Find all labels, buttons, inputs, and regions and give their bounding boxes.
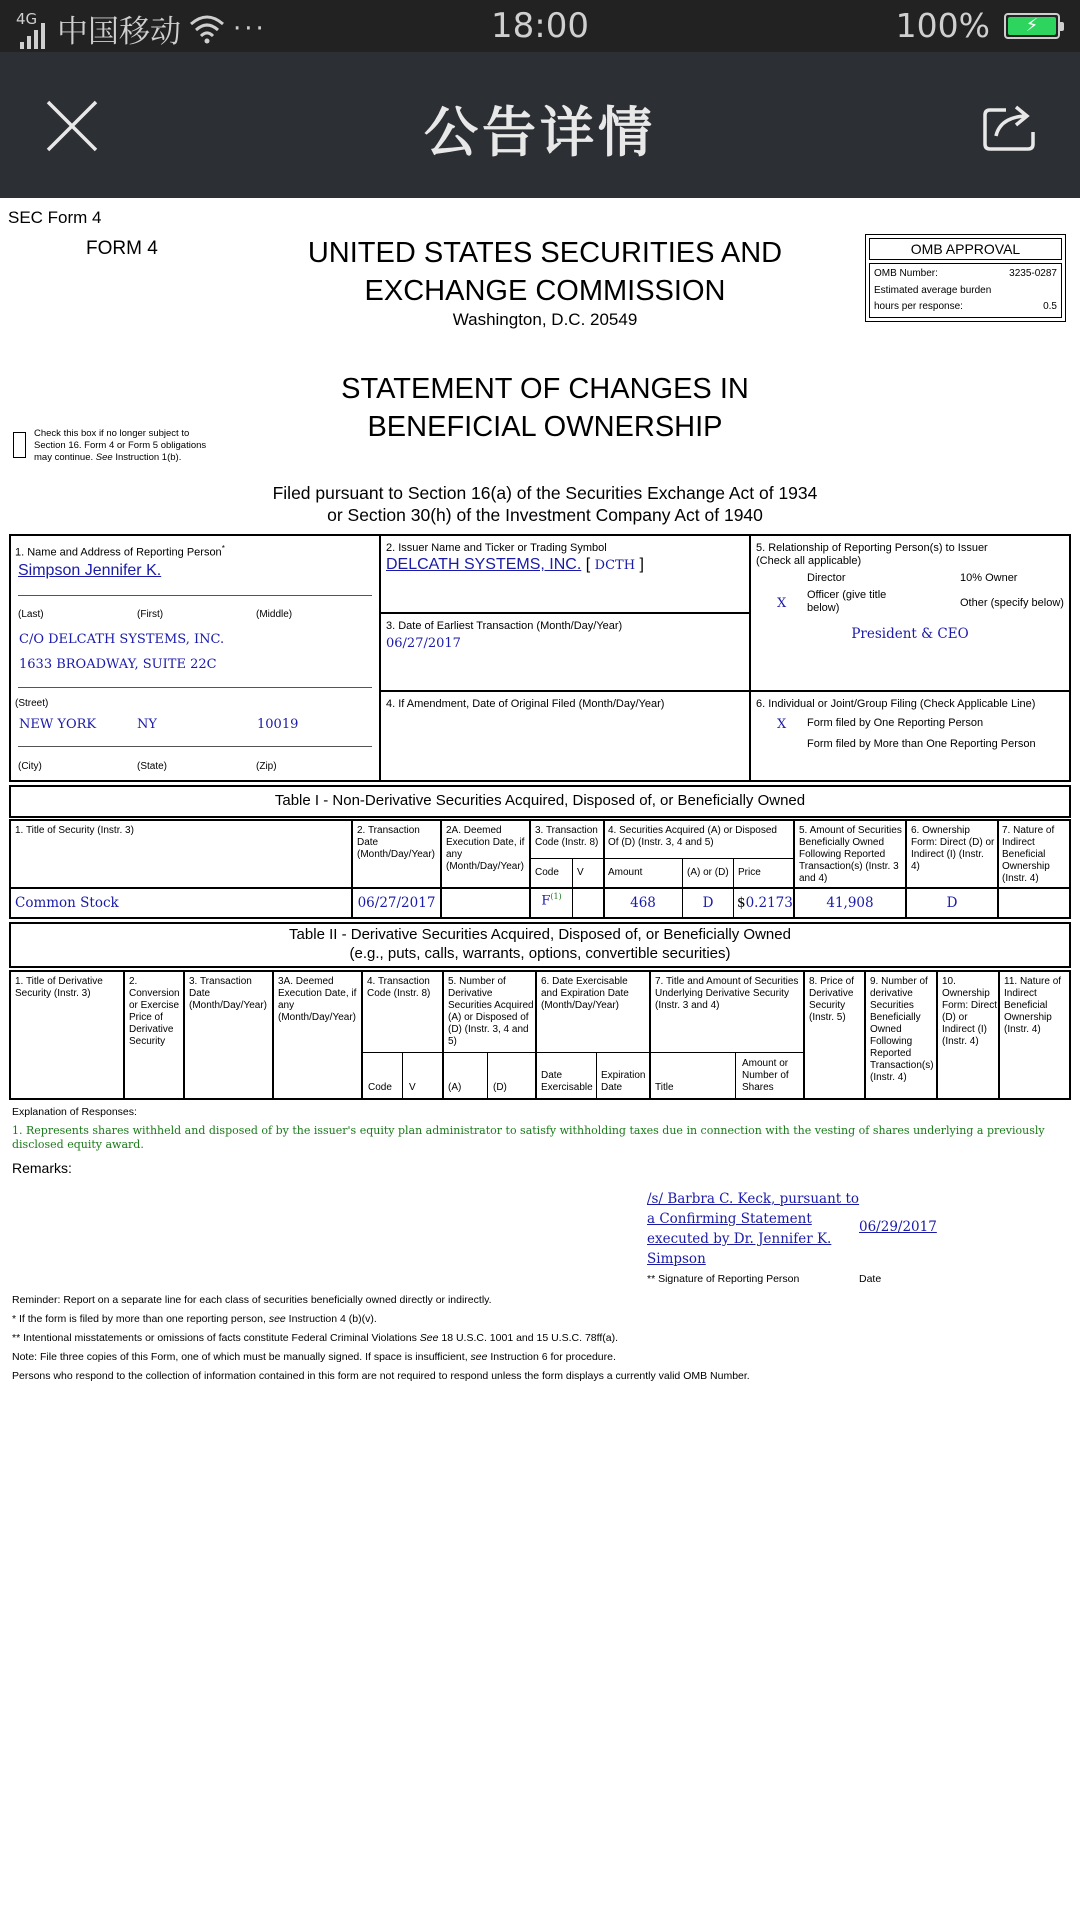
filed-line-1: Filed pursuant to Section 16(a) of the Securities Exchange Act of 1934 — [272, 483, 818, 503]
status-bar — [0, 0, 1080, 52]
signature-label: ** Signature of Reporting Person — [647, 1273, 800, 1285]
earliest-transaction-date: 06/27/2017 — [386, 636, 461, 651]
omb-number: 3235-0287 — [1009, 268, 1057, 279]
divider — [18, 746, 372, 747]
t2-sub-title: Title — [655, 1082, 674, 1093]
page-title: 公告详情 — [424, 101, 656, 164]
ticker-open: [ — [585, 556, 591, 573]
carrier-name: 中国移动 — [57, 14, 181, 50]
omb-burden-label-1: Estimated average burden — [874, 285, 992, 296]
status-left — [16, 6, 267, 51]
t1-h1: 1. Title of Security (Instr. 3) — [15, 825, 134, 836]
t1-code — [529, 892, 574, 908]
box5-label-text: 5. Relationship of Reporting Person(s) to Issuer — [756, 542, 988, 554]
t2-h6: 6. Date Exercisable and Expiration Date (Month/Day/Year) — [541, 976, 629, 1011]
divider — [272, 970, 274, 1100]
agency-title: UNITED STATES SECURITIES AND EXCHANGE COMMISSION — [307, 237, 783, 307]
signature-link[interactable]: /s/ Barbra C. Keck, pursuant to a Confirming Statement executed by Dr. Jennifer K. Simpson — [647, 1191, 860, 1267]
issuer-line — [386, 556, 644, 574]
sec-form-label: SEC Form 4 — [8, 208, 102, 227]
t1-form: D — [946, 895, 958, 911]
issuer-name-link[interactable]: DELCATH SYSTEMS, INC. — [386, 556, 582, 573]
city-value: NEW YORK — [19, 717, 97, 732]
box2-label: 2. Issuer Name and Ticker or Trading Symbol — [386, 542, 607, 554]
t2-sub-de: Date Exercisable — [541, 1070, 593, 1093]
t1-amount: 468 — [630, 895, 656, 911]
divider — [572, 858, 573, 919]
t2-h9: 9. Number of derivative Securities Beneficially Owned Following Reported Transaction(s) (Instr. 4) — [870, 976, 934, 1083]
divider — [361, 1052, 805, 1053]
copies-note-2: Instruction 6 for procedure. — [490, 1351, 616, 1363]
t1-h7: 7. Nature of Indirect Beneficial Ownership (Instr. 4) — [1002, 825, 1055, 884]
officer-label-1: Officer (give title — [807, 589, 887, 601]
misstatement-note-1: ** Intentional misstatements or omissions of facts constitute Federal Criminal Violations — [12, 1332, 417, 1344]
wifi-icon — [189, 14, 225, 44]
battery-fill: ⚡ — [1008, 17, 1056, 35]
explanation-label: Explanation of Responses: — [12, 1106, 137, 1118]
owner10-label: 10% Owner — [960, 572, 1018, 584]
date-label: Date — [859, 1273, 882, 1285]
t1-sub-amount: Amount — [608, 867, 643, 878]
zip-value: 10019 — [257, 717, 299, 732]
divider — [9, 887, 1071, 889]
divider — [649, 970, 651, 1100]
address-line-2: 1633 BROADWAY, SUITE 22C — [19, 657, 217, 672]
zip-label: (Zip) — [256, 761, 277, 772]
box1-label-text: 1. Name and Address of Reporting Person — [15, 546, 222, 559]
director-label: Director — [807, 572, 846, 584]
street-label: (Street) — [15, 698, 49, 709]
table2-title — [9, 925, 1071, 963]
misstatement-note — [12, 1329, 1072, 1348]
t2-h7: 7. Title and Amount of Securities Underlying Derivative Security (Instr. 3 and 4) — [655, 976, 799, 1011]
divider — [18, 595, 372, 596]
t2-h1: 1. Title of Derivative Security (Instr. 3) — [15, 976, 103, 999]
t2-sub-code: Code — [368, 1082, 392, 1093]
t1-code-value: F — [541, 893, 551, 909]
city-label: (City) — [18, 761, 42, 772]
table2-title-1: Table II - Derivative Securities Acquired, Disposed of, or Beneficially Owned — [289, 926, 791, 943]
omb-burden: 0.5 — [1043, 301, 1057, 312]
divider — [735, 1052, 736, 1100]
reporting-note-1: * If the form is filed by more than one reporting person, — [12, 1313, 266, 1325]
last-label: (Last) — [18, 609, 44, 620]
reporting-person-name[interactable]: Simpson Jennifer K. — [18, 562, 162, 579]
copies-note — [12, 1348, 1072, 1367]
reminder-text: Reminder: Report on a separate line for each class of securities beneficially owned directly or indirectly. — [12, 1294, 492, 1306]
t2-h3a: 3A. Deemed Execution Date, if any (Month/Day/Year) — [278, 976, 357, 1023]
ticker-symbol: DCTH — [594, 558, 636, 573]
first-label: (First) — [137, 609, 164, 620]
divider — [379, 534, 381, 782]
signature-date[interactable]: 06/29/2017 — [859, 1219, 937, 1235]
document — [0, 198, 1080, 1920]
omb-approval-box — [865, 234, 1066, 322]
divider — [998, 970, 1000, 1100]
ticker-close: ] — [639, 556, 644, 573]
t2-h8: 8. Price of Derivative Security (Instr. 5) — [809, 976, 855, 1023]
t1-date: 06/27/2017 — [357, 895, 436, 911]
t1-security: Common Stock — [15, 895, 119, 911]
box3-label: 3. Date of Earliest Transaction (Month/Day/Year) — [386, 620, 623, 632]
divider — [402, 1052, 403, 1100]
officer-title: President & CEO — [851, 626, 969, 642]
other-label: Other (specify below) — [960, 597, 1064, 609]
t1-price-value: 0.2173 — [745, 895, 793, 911]
battery-percent: 100% — [895, 6, 990, 45]
section16-text-2: Instruction 1(b). — [115, 452, 182, 463]
t1-h6: 6. Ownership Form: Direct (D) or Indirect (I) (Instr. 4) — [911, 825, 995, 872]
omb-notice: Persons who respond to the collection of information contained in this form are not required to respond unless the form displays a currently valid OMB Number. — [12, 1370, 750, 1382]
t2-h2: 2. Conversion or Exercise Price of Derivative Security — [129, 976, 180, 1047]
omb-burden-label-2: hours per response: — [874, 301, 963, 312]
divider — [864, 970, 866, 1100]
copies-note-see: see — [470, 1351, 488, 1363]
divider — [123, 970, 125, 1100]
misstatement-note-see: See — [419, 1332, 439, 1344]
omb-title: OMB APPROVAL — [869, 238, 1062, 260]
state-value: NY — [137, 717, 157, 732]
t1-sub-v: V — [577, 867, 584, 878]
t2-h3: 3. Transaction Date (Month/Day/Year) — [189, 976, 267, 1011]
t2-sub-amt: Amount or Number of Shares — [742, 1058, 789, 1093]
t1-sub-code: Code — [535, 867, 559, 878]
t2-sub-d: (D) — [493, 1082, 507, 1093]
t1-price-symbol: $ — [737, 895, 746, 911]
t2-sub-ed: Expiration Date — [601, 1070, 646, 1093]
copies-note-1: Note: File three copies of this Form, one of which must be manually signed. If space is insufficient, — [12, 1351, 468, 1363]
more-persons-label: Form filed by More than One Reporting Person — [807, 738, 1036, 750]
divider — [803, 970, 805, 1100]
box4-label: 4. If Amendment, Date of Original Filed (Month/Day/Year) — [386, 698, 665, 710]
section16-checkbox[interactable] — [13, 432, 26, 458]
box1-label — [15, 542, 225, 560]
t2-h11: 11. Nature of Indirect Beneficial Ownership (Instr. 4) — [1004, 976, 1062, 1035]
more-dots: ··· — [233, 13, 267, 44]
t2-sub-a: (A) — [448, 1082, 462, 1093]
agency-location: Washington, D.C. 20549 — [452, 310, 638, 329]
t1-h5: 5. Amount of Securities Beneficially Owned Following Reported Transaction(s) (Instr. 3 and 4) — [799, 825, 902, 884]
divider — [529, 858, 795, 859]
footer-notes — [12, 1291, 1072, 1386]
t1-sub-ad: (A) or (D) — [687, 867, 729, 878]
filed-line-2: or Section 30(h) of the Investment Company Act of 1940 — [327, 505, 763, 525]
divider — [379, 612, 751, 614]
section16-text-1: Check this box if no longer subject to Section 16. Form 4 or Form 5 obligations may continue. — [34, 428, 207, 463]
filed-pursuant — [200, 482, 890, 526]
officer-label — [807, 589, 886, 615]
t2-h4: 4. Transaction Code (Instr. 8) — [367, 976, 431, 999]
filing-check: X — [777, 717, 787, 732]
t1-footnote-ref[interactable]: (1) — [550, 892, 562, 901]
t1-ad: D — [702, 895, 714, 911]
reporting-note-see: see — [268, 1313, 286, 1325]
table1-title: Table I - Non-Derivative Securities Acquired, Disposed of, or Beneficially Owned — [274, 792, 806, 809]
footnote-1: 1. Represents shares withheld and disposed of by the issuer's equity plan administrator to satisfy withholding taxes due in connection with the vesting of shares underlying a previously disclosed equity award. — [12, 1124, 1045, 1151]
divider — [361, 970, 363, 1100]
t2-sub-v: V — [409, 1082, 416, 1093]
t1-h3: 3. Transaction Code (Instr. 8) — [535, 825, 599, 848]
box5-sublabel: (Check all applicable) — [756, 555, 862, 567]
officer-check: X — [777, 596, 787, 611]
divider — [535, 970, 537, 1100]
t2-h5: 5. Number of Derivative Securities Acquired (A) or Disposed of (D) (Instr. 3, 4 and 5) — [448, 976, 534, 1047]
t1-sub-price: Price — [738, 867, 761, 878]
form-label: FORM 4 — [86, 238, 158, 259]
officer-label-2: below) — [807, 602, 840, 614]
t1-h4: 4. Securities Acquired (A) or Disposed Of (D) (Instr. 3, 4 and 5) — [608, 825, 777, 848]
share-icon[interactable] — [982, 102, 1036, 152]
t1-h2a: 2A. Deemed Execution Date, if any (Month/Day/Year) — [446, 825, 525, 872]
reporting-note — [12, 1310, 1072, 1329]
divider — [18, 687, 372, 688]
omb-number-label: OMB Number: — [874, 268, 938, 279]
box5-label — [756, 542, 1066, 568]
reporting-note-2: Instruction 4 (b)(v). — [288, 1313, 377, 1325]
t1-h2: 2. Transaction Date (Month/Day/Year) — [357, 825, 435, 860]
section16-see: See — [95, 452, 113, 463]
network-type: 4G — [16, 10, 38, 28]
status-right — [896, 6, 1060, 45]
close-icon[interactable] — [44, 98, 100, 154]
table2-title-2: (e.g., puts, calls, warrants, options, convertible securities) — [349, 945, 731, 962]
state-label: (State) — [137, 761, 168, 772]
remarks-label: Remarks: — [12, 1160, 72, 1176]
section16-text — [34, 428, 214, 464]
divider — [487, 1052, 488, 1100]
omb-details — [869, 263, 1062, 318]
box1-star: * — [221, 544, 225, 553]
divider — [936, 970, 938, 1100]
battery-icon — [1004, 13, 1060, 39]
middle-label: (Middle) — [256, 609, 293, 620]
divider — [379, 690, 1071, 692]
one-person-label: Form filed by One Reporting Person — [807, 717, 984, 729]
statement-title: STATEMENT OF CHANGES IN BENEFICIAL OWNERSHIP — [341, 373, 749, 443]
address-line-1: C/O DELCATH SYSTEMS, INC. — [19, 632, 225, 647]
t1-price — [737, 895, 793, 911]
t2-h10: 10. Ownership Form: Direct (D) or Indirect (I) (Instr. 4) — [942, 976, 997, 1047]
box6-label: 6. Individual or Joint/Group Filing (Check Applicable Line) — [756, 698, 1036, 710]
divider — [596, 1052, 597, 1100]
divider — [183, 970, 185, 1100]
nav-bar — [0, 52, 1080, 198]
clock: 18:00 — [491, 6, 589, 46]
t1-owned: 41,908 — [826, 895, 874, 911]
divider — [749, 534, 751, 782]
divider — [442, 970, 444, 1100]
misstatement-note-2: 18 U.S.C. 1001 and 15 U.S.C. 78ff(a). — [441, 1332, 619, 1344]
